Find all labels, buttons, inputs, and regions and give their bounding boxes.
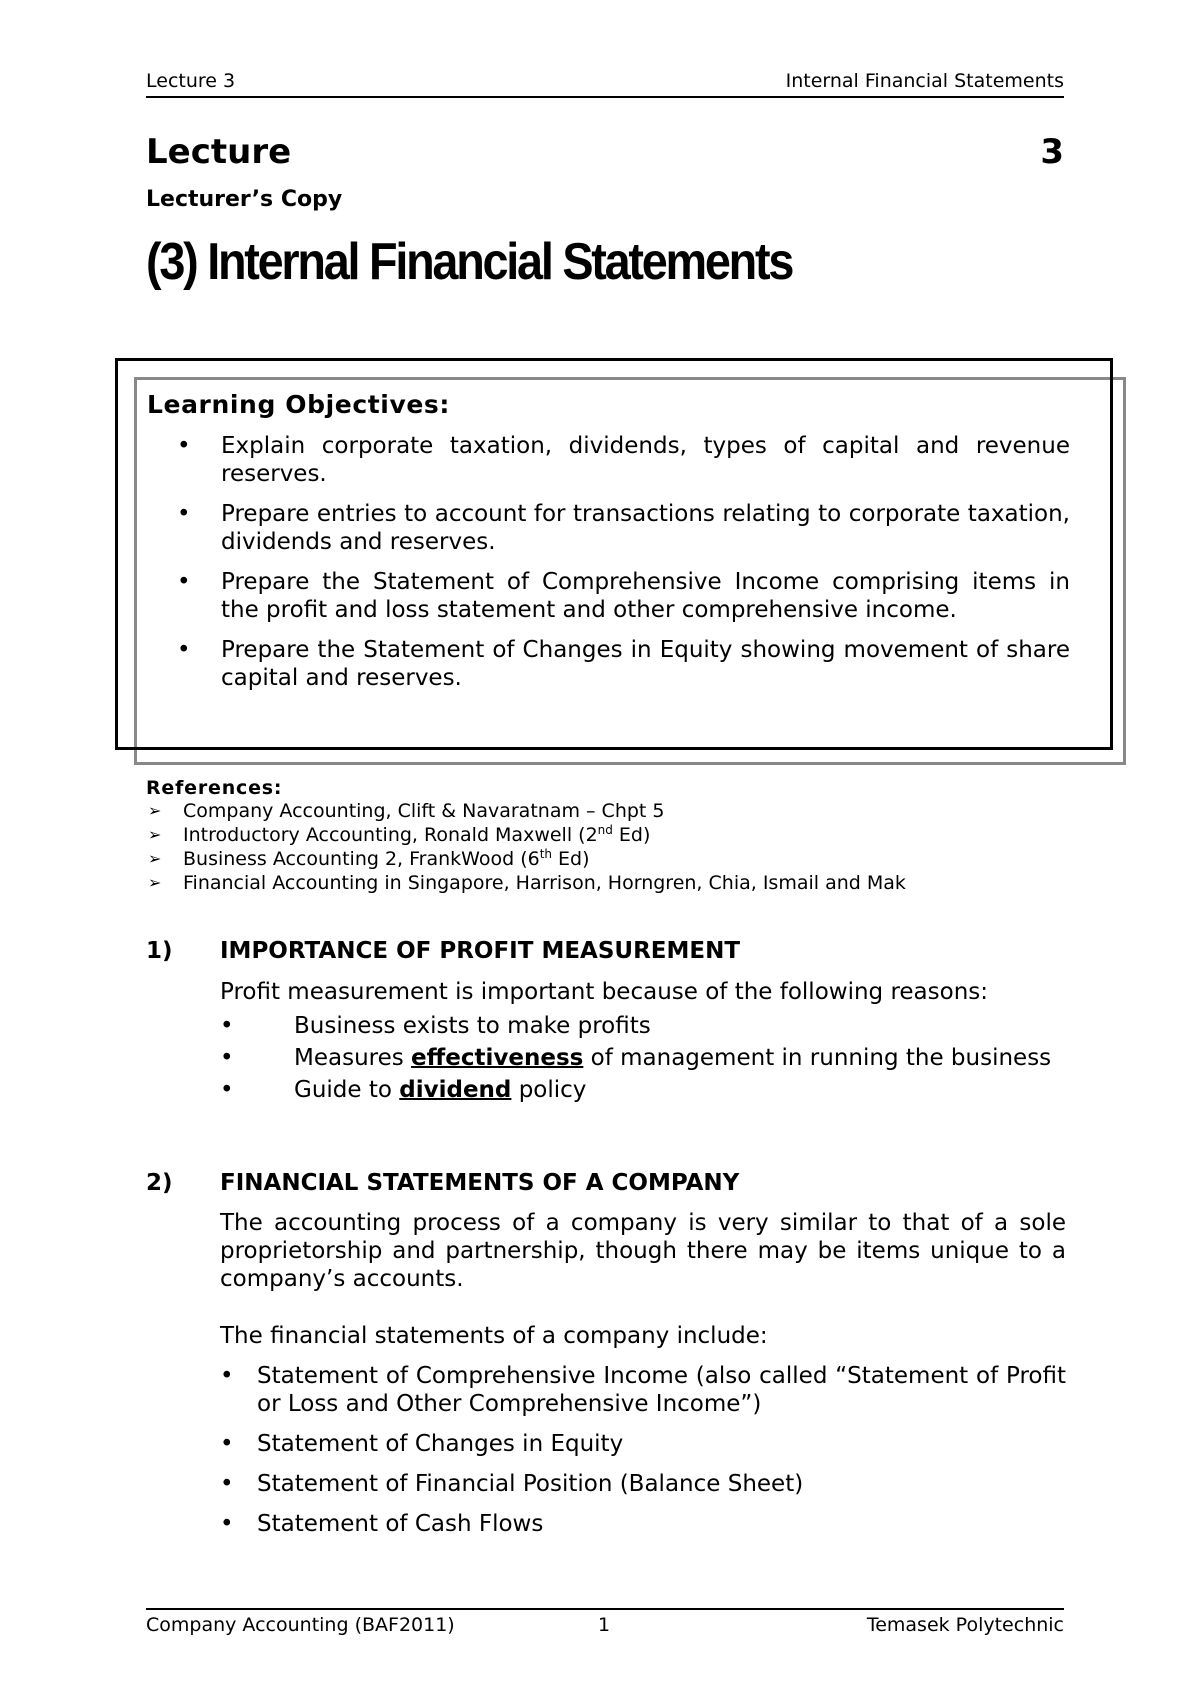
list-item <box>220 1074 1066 1106</box>
reason-text <box>220 1074 1066 1106</box>
reference-text: Business Accounting 2, FrankWood (6 <box>183 848 540 870</box>
bullet-icon: • <box>220 1077 234 1103</box>
bullet-icon: • <box>220 1471 234 1497</box>
list-item <box>220 1362 1066 1418</box>
lecture-number: 3 <box>1040 132 1064 172</box>
financial-statements-list <box>220 1362 1066 1550</box>
list-item <box>220 1430 1066 1458</box>
bullet-icon: • <box>220 1045 234 1071</box>
reference-text-suffix: Ed) <box>552 848 590 870</box>
bullet-icon: • <box>220 1363 234 1389</box>
objective-text: Prepare the Statement of Comprehensive Income comprising items in the profit and loss statement and other comprehensive income. <box>221 569 1070 623</box>
lecture-line <box>146 132 1064 172</box>
list-item <box>220 1042 1066 1074</box>
statement-text: Statement of Financial Position (Balance Sheet) <box>257 1471 804 1497</box>
reason-text: Business exists to make profits <box>294 1013 651 1039</box>
reason-text-part: Guide to <box>294 1077 400 1103</box>
lecture-label: Lecture <box>146 132 292 172</box>
bullet-icon: • <box>220 1013 234 1039</box>
reason-text-part: Measures <box>294 1045 412 1071</box>
copy-label: Lecturer’s Copy <box>146 187 343 212</box>
header-right: Internal Financial Statements <box>785 70 1064 92</box>
page-title: (3) Internal Financial Statements <box>146 233 793 291</box>
bullet-icon: • <box>177 569 191 595</box>
statement-text: Statement of Cash Flows <box>257 1511 544 1537</box>
list-item <box>147 500 1070 556</box>
reference-item <box>146 847 906 871</box>
section-2-paragraph-1: The accounting process of a company is very similar to that of a sole proprietorship and partnership, though there may be items unique to a company’s accounts. <box>220 1210 1066 1292</box>
reference-text: Financial Accounting in Singapore, Harrison, Horngren, Chia, Ismail and Mak <box>183 872 906 894</box>
statement-text: Statement of Comprehensive Income (also called “Statement of Profit or Loss and Other Comprehensive Income”) <box>257 1363 1066 1417</box>
reason-text-part: of management in running the business <box>583 1045 1052 1071</box>
arrowhead-bullet-icon: ➢ <box>148 849 162 868</box>
section-title: IMPORTANCE OF PROFIT MEASUREMENT <box>220 938 741 964</box>
reason-text <box>220 1042 1066 1074</box>
bullet-icon: • <box>177 637 191 663</box>
reference-item <box>146 799 906 823</box>
bullet-icon: • <box>177 501 191 527</box>
reference-text-suffix: Ed) <box>612 824 651 846</box>
bullet-icon: • <box>177 433 191 459</box>
reference-item <box>146 823 906 847</box>
references-list <box>146 799 906 895</box>
arrowhead-bullet-icon: ➢ <box>148 825 162 844</box>
references-heading: References: <box>146 777 283 799</box>
list-item <box>220 1010 1066 1042</box>
list-item <box>147 568 1070 624</box>
header-left: Lecture 3 <box>146 70 236 92</box>
objective-text: Explain corporate taxation, dividends, types of capital and revenue reserves. <box>221 433 1070 487</box>
footer-institution: Temasek Polytechnic <box>866 1614 1064 1636</box>
list-item <box>220 1510 1066 1538</box>
reason-text-part: policy <box>511 1077 587 1103</box>
footer-rule <box>146 1608 1064 1610</box>
reference-item <box>146 871 906 895</box>
section-1-heading <box>146 938 740 964</box>
list-item <box>147 636 1070 692</box>
arrowhead-bullet-icon: ➢ <box>148 801 162 820</box>
objectives-list <box>147 432 1070 704</box>
header-rule <box>146 96 1064 98</box>
bullet-icon: • <box>220 1431 234 1457</box>
running-footer <box>146 1614 1064 1638</box>
emphasis-effectiveness: effectiveness <box>411 1045 584 1071</box>
objectives-heading: Learning Objectives: <box>147 390 450 419</box>
list-item <box>147 432 1070 488</box>
section-2-paragraph-2: The financial statements of a company include: <box>220 1323 768 1349</box>
section-1-intro: Profit measurement is important because of the following reasons: <box>220 979 989 1005</box>
reference-text: Introductory Accounting, Ronald Maxwell (2 <box>183 824 598 846</box>
objective-text: Prepare the Statement of Changes in Equity showing movement of share capital and reserves. <box>221 637 1070 691</box>
profit-reasons-list <box>220 1010 1066 1106</box>
reference-superscript: nd <box>597 823 613 837</box>
footer-course: Company Accounting (BAF2011) <box>146 1614 455 1636</box>
objective-text: Prepare entries to account for transactions relating to corporate taxation, dividends and reserves. <box>221 501 1070 555</box>
list-item <box>220 1470 1066 1498</box>
emphasis-dividend: dividend <box>399 1077 512 1103</box>
section-title: FINANCIAL STATEMENTS OF A COMPANY <box>220 1170 740 1196</box>
reference-superscript: th <box>539 847 553 861</box>
bullet-icon: • <box>220 1511 234 1537</box>
running-header <box>146 70 1064 94</box>
reference-text: Company Accounting, Clift & Navaratnam – Chpt 5 <box>183 800 665 822</box>
section-number: 1) <box>146 938 173 964</box>
arrowhead-bullet-icon: ➢ <box>148 873 162 892</box>
statement-text: Statement of Changes in Equity <box>257 1431 624 1457</box>
page-number: 1 <box>598 1614 611 1636</box>
section-2-heading <box>146 1170 739 1196</box>
section-number: 2) <box>146 1170 173 1196</box>
